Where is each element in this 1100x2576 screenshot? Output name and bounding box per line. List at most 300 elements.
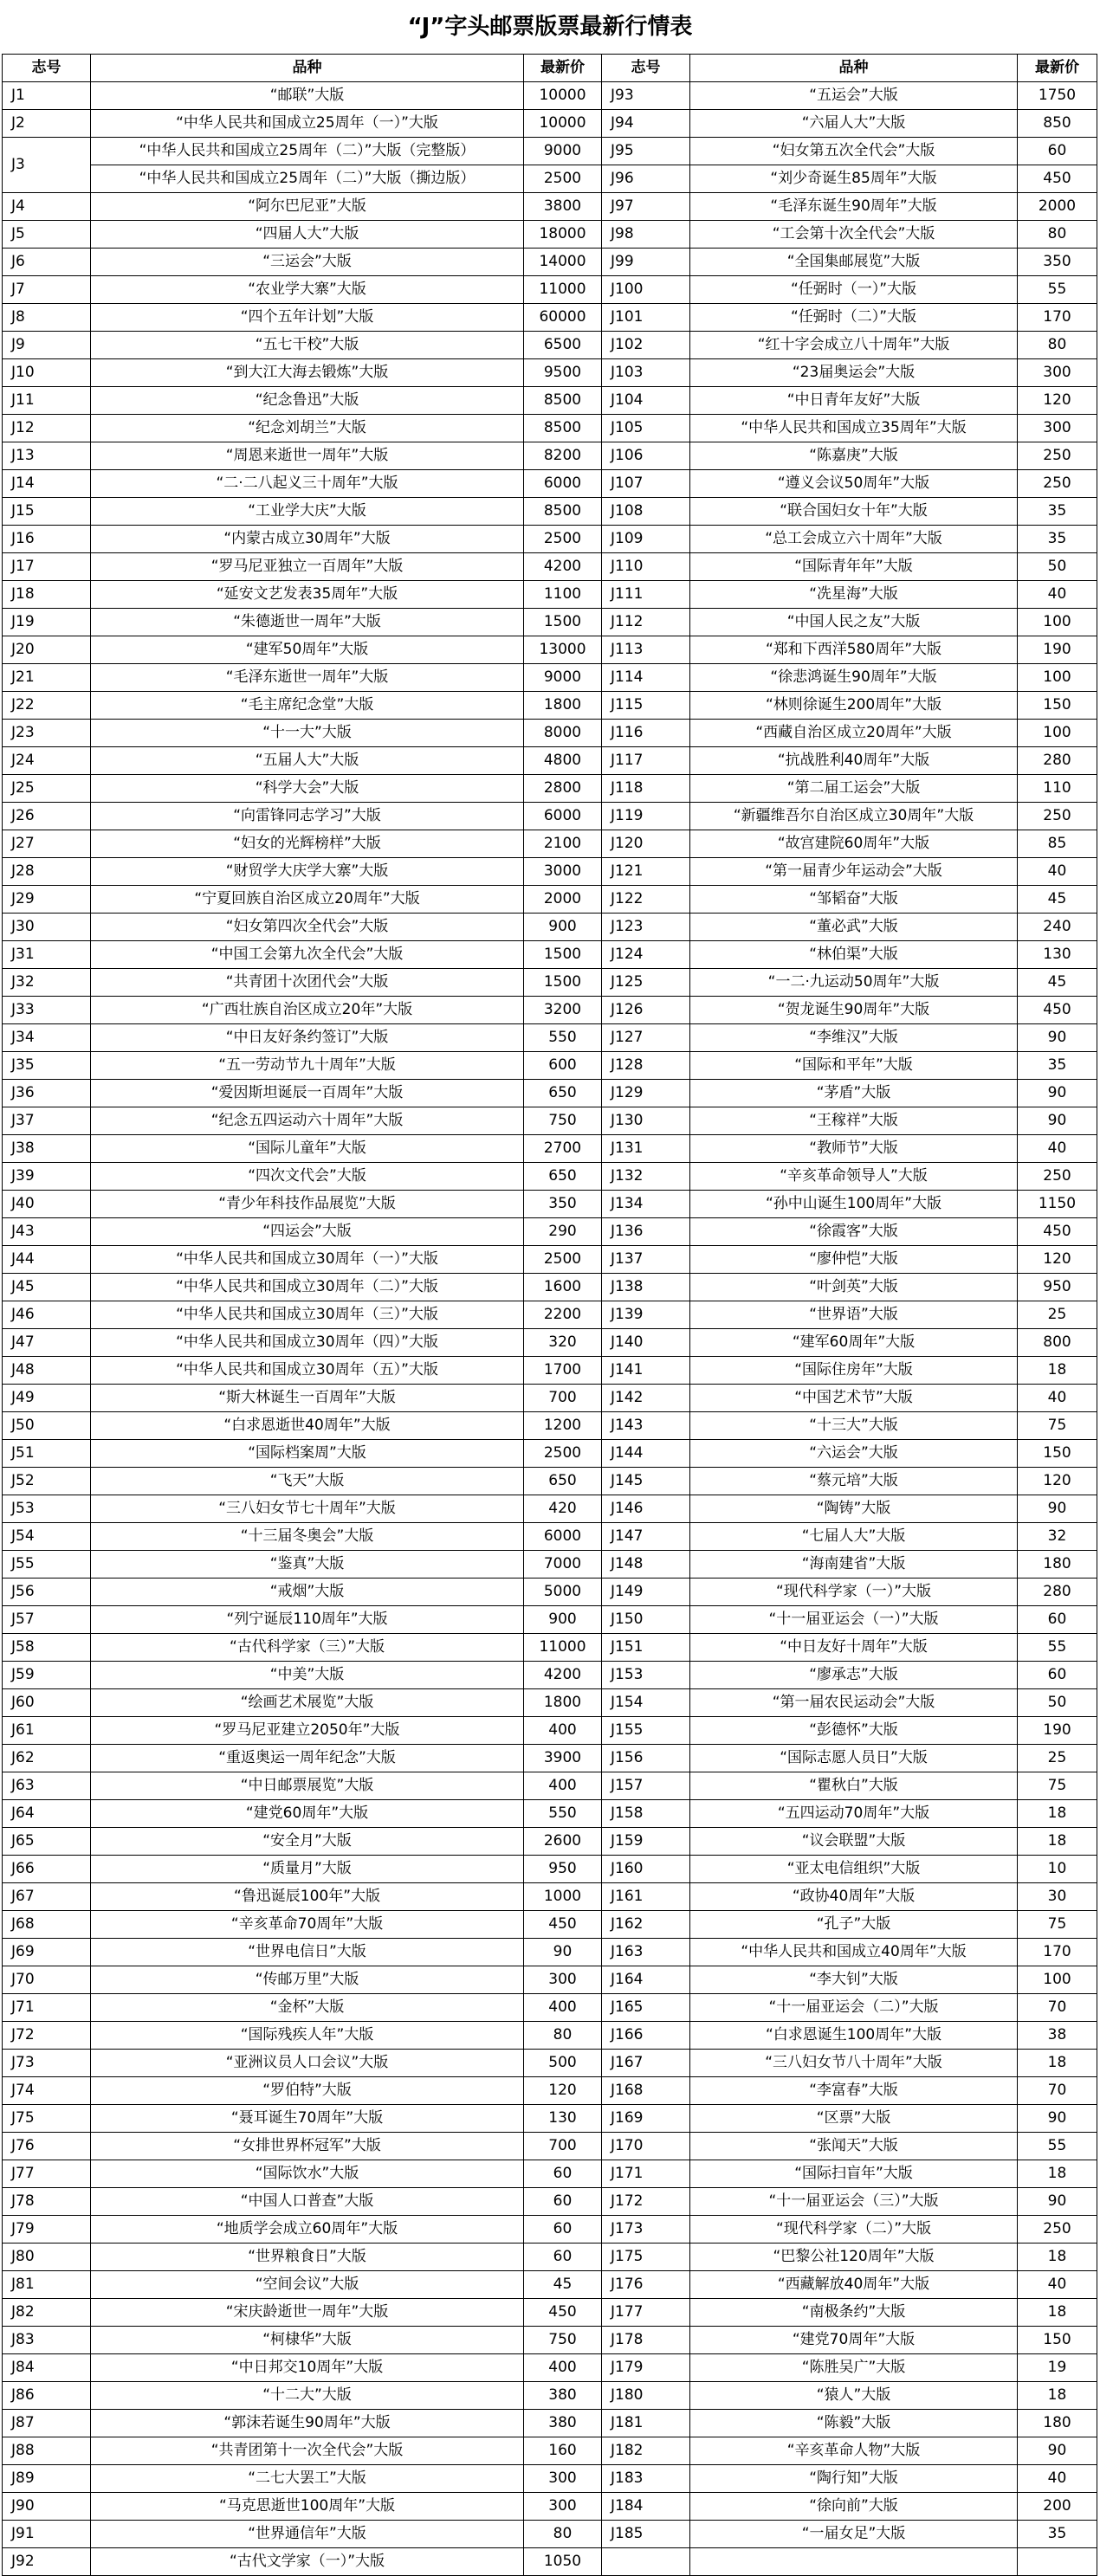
stamp-code: J121: [602, 858, 690, 886]
stamp-price: 3200: [524, 997, 602, 1024]
stamp-price: 420: [524, 1495, 602, 1523]
stamp-code: J104: [602, 387, 690, 415]
stamp-code: J11: [3, 387, 91, 415]
stamp-price: 8200: [524, 442, 602, 470]
stamp-name: “教师节”大版: [690, 1135, 1018, 1163]
stamp-name: “四届人大”大版: [91, 221, 524, 249]
stamp-price: 320: [524, 1329, 602, 1357]
stamp-name: “张闻天”大版: [690, 2133, 1018, 2160]
stamp-name: “世界粮食日”大版: [91, 2244, 524, 2271]
stamp-name: “毛泽东诞生90周年”大版: [690, 193, 1018, 221]
stamp-price: 600: [524, 1052, 602, 1080]
table-row: [3, 2465, 1097, 2493]
stamp-code: J140: [602, 1329, 690, 1357]
stamp-code: J119: [602, 803, 690, 830]
stamp-code: J168: [602, 2077, 690, 2105]
stamp-name: “十三大”大版: [690, 1412, 1018, 1440]
stamp-price: 350: [1018, 249, 1097, 276]
stamp-name: “财贸学大庆学大寨”大版: [91, 858, 524, 886]
stamp-name: “贺龙诞生90周年”大版: [690, 997, 1018, 1024]
stamp-price: 9000: [524, 664, 602, 692]
stamp-name: “国际扫盲年”大版: [690, 2160, 1018, 2188]
stamp-code: J9: [3, 332, 91, 359]
stamp-code: J178: [602, 2327, 690, 2354]
table-row: [3, 2299, 1097, 2327]
stamp-code: J12: [3, 415, 91, 442]
stamp-price: 900: [524, 1606, 602, 1634]
stamp-price: 70: [1018, 2077, 1097, 2105]
stamp-code: J155: [602, 1717, 690, 1745]
stamp-name: “世界语”大版: [690, 1301, 1018, 1329]
stamp-price: 2500: [524, 1246, 602, 1274]
stamp-price: 700: [524, 2133, 602, 2160]
stamp-code: J116: [602, 720, 690, 747]
stamp-price: 80: [1018, 332, 1097, 359]
stamp-price: 250: [1018, 2216, 1097, 2244]
stamp-price: 170: [1018, 304, 1097, 332]
stamp-name: “中华人民共和国成立30周年（二）”大版: [91, 1274, 524, 1301]
stamp-code: J95: [602, 138, 690, 165]
stamp-name: “五届人大”大版: [91, 747, 524, 775]
stamp-price: 25: [1018, 1301, 1097, 1329]
stamp-price: 6500: [524, 332, 602, 359]
stamp-price: 8500: [524, 387, 602, 415]
stamp-name: [690, 2548, 1018, 2576]
stamp-name: “李富春”大版: [690, 2077, 1018, 2105]
stamp-name: “四次文代会”大版: [91, 1163, 524, 1191]
stamp-price: 40: [1018, 858, 1097, 886]
stamp-code: J43: [3, 1218, 91, 1246]
stamp-name: “总工会成立六十周年”大版: [690, 526, 1018, 553]
stamp-name: “瞿秋白”大版: [690, 1772, 1018, 1800]
stamp-name: “23届奥运会”大版: [690, 359, 1018, 387]
stamp-price: 2600: [524, 1828, 602, 1856]
stamp-price: 2800: [524, 775, 602, 803]
stamp-price: 30: [1018, 1883, 1097, 1911]
stamp-code: [602, 2548, 690, 2576]
stamp-code: J4: [3, 193, 91, 221]
stamp-name: “林则徐诞生200周年”大版: [690, 692, 1018, 720]
stamp-price: 18: [1018, 1357, 1097, 1385]
stamp-code: J68: [3, 1911, 91, 1939]
stamp-price: 25: [1018, 1745, 1097, 1772]
stamp-price: 100: [1018, 720, 1097, 747]
stamp-code: J35: [3, 1052, 91, 1080]
stamp-name: “三运会”大版: [91, 249, 524, 276]
stamp-code: J21: [3, 664, 91, 692]
table-row: [3, 1606, 1097, 1634]
stamp-name: “三八妇女节七十周年”大版: [91, 1495, 524, 1523]
stamp-code: J7: [3, 276, 91, 304]
stamp-price: 450: [1018, 997, 1097, 1024]
stamp-price: 80: [524, 2521, 602, 2548]
stamp-code: J44: [3, 1246, 91, 1274]
stamp-code: J111: [602, 581, 690, 609]
stamp-price: 7000: [524, 1551, 602, 1579]
stamp-name: “朱德逝世一周年”大版: [91, 609, 524, 636]
stamp-price: 35: [1018, 498, 1097, 526]
stamp-price: 90: [1018, 1107, 1097, 1135]
table-row: [3, 1468, 1097, 1495]
table-row: [3, 387, 1097, 415]
table-row: [3, 415, 1097, 442]
stamp-price: 190: [1018, 1717, 1097, 1745]
stamp-code: J110: [602, 553, 690, 581]
table-row: [3, 2077, 1097, 2105]
stamp-price: 32: [1018, 1523, 1097, 1551]
stamp-name: “爱因斯坦诞辰一百周年”大版: [91, 1080, 524, 1107]
stamp-code: J146: [602, 1495, 690, 1523]
stamp-code: J59: [3, 1662, 91, 1689]
stamp-name: “国际残疾人年”大版: [91, 2022, 524, 2050]
stamp-price: 550: [524, 1800, 602, 1828]
stamp-code: J137: [602, 1246, 690, 1274]
stamp-price: 2500: [524, 526, 602, 553]
stamp-price: 18: [1018, 2050, 1097, 2077]
table-row: [3, 2188, 1097, 2216]
stamp-name: “西藏解放40周年”大版: [690, 2271, 1018, 2299]
stamp-price: 110: [1018, 775, 1097, 803]
stamp-name: “中国艺术节”大版: [690, 1385, 1018, 1412]
stamp-code: J177: [602, 2299, 690, 2327]
stamp-price: 130: [524, 2105, 602, 2133]
stamp-name: “辛亥革命70周年”大版: [91, 1911, 524, 1939]
stamp-name: “向雷锋同志学习”大版: [91, 803, 524, 830]
stamp-name: “任弼时（二）”大版: [690, 304, 1018, 332]
stamp-price: 80: [524, 2022, 602, 2050]
stamp-name: “国际档案周”大版: [91, 1440, 524, 1468]
stamp-price: 400: [524, 1772, 602, 1800]
stamp-name: “纪念刘胡兰”大版: [91, 415, 524, 442]
stamp-price: 120: [1018, 1468, 1097, 1495]
stamp-code: J126: [602, 997, 690, 1024]
stamp-name: “廖承志”大版: [690, 1662, 1018, 1689]
stamp-code: J124: [602, 941, 690, 969]
stamp-name: “鉴真”大版: [91, 1551, 524, 1579]
stamp-price: 100: [1018, 609, 1097, 636]
table-row: [3, 2437, 1097, 2465]
stamp-name: “廖仲恺”大版: [690, 1246, 1018, 1274]
stamp-price: 550: [524, 1024, 602, 1052]
stamp-code: J156: [602, 1745, 690, 1772]
table-row: [3, 2493, 1097, 2521]
stamp-code: J91: [3, 2521, 91, 2548]
stamp-name: “罗马尼亚独立一百周年”大版: [91, 553, 524, 581]
table-row: [3, 886, 1097, 914]
stamp-name: “遵义会议50周年”大版: [690, 470, 1018, 498]
table-row: [3, 221, 1097, 249]
stamp-code: J143: [602, 1412, 690, 1440]
stamp-price: 40: [1018, 2271, 1097, 2299]
stamp-name: “陶行知”大版: [690, 2465, 1018, 2493]
stamp-code: J107: [602, 470, 690, 498]
stamp-price: 18: [1018, 2299, 1097, 2327]
stamp-name: “五七干校”大版: [91, 332, 524, 359]
stamp-code: J65: [3, 1828, 91, 1856]
table-row: [3, 2105, 1097, 2133]
stamp-price: 170: [1018, 1939, 1097, 1966]
stamp-price: 200: [1018, 2493, 1097, 2521]
header-row: [3, 55, 1097, 82]
stamp-code: J109: [602, 526, 690, 553]
stamp-name: “工业学大庆”大版: [91, 498, 524, 526]
table-row: [3, 1939, 1097, 1966]
stamp-price: 1100: [524, 581, 602, 609]
stamp-name: “红十字会成立八十周年”大版: [690, 332, 1018, 359]
stamp-code: J150: [602, 1606, 690, 1634]
stamp-code: J60: [3, 1689, 91, 1717]
stamp-code: J80: [3, 2244, 91, 2271]
stamp-code: J169: [602, 2105, 690, 2133]
stamp-code: J184: [602, 2493, 690, 2521]
table-row: [3, 581, 1097, 609]
stamp-price: 1050: [524, 2548, 602, 2576]
stamp-name: “古代文学家（一）”大版: [91, 2548, 524, 2576]
stamp-price: 3000: [524, 858, 602, 886]
stamp-name: “新疆维吾尔自治区成立30周年”大版: [690, 803, 1018, 830]
stamp-price: 380: [524, 2410, 602, 2437]
stamp-name: “内蒙古成立30周年”大版: [91, 526, 524, 553]
stamp-name: “中日友好条约签订”大版: [91, 1024, 524, 1052]
stamp-price: 6000: [524, 470, 602, 498]
stamp-price: 450: [524, 1911, 602, 1939]
stamp-code: J117: [602, 747, 690, 775]
table-row: [3, 830, 1097, 858]
stamp-name: “一届女足”大版: [690, 2521, 1018, 2548]
stamp-code: J179: [602, 2354, 690, 2382]
table-row: [3, 1495, 1097, 1523]
stamp-price: 400: [524, 1717, 602, 1745]
stamp-code: J47: [3, 1329, 91, 1357]
stamp-name: “阿尔巴尼亚”大版: [91, 193, 524, 221]
stamp-name: “四运会”大版: [91, 1218, 524, 1246]
stamp-price: 18: [1018, 1828, 1097, 1856]
stamp-price: 700: [524, 1385, 602, 1412]
stamp-name: “政协40周年”大版: [690, 1883, 1018, 1911]
stamp-name: “中日友好十周年”大版: [690, 1634, 1018, 1662]
stamp-price: 650: [524, 1468, 602, 1495]
table-row: [3, 1551, 1097, 1579]
stamp-code: J37: [3, 1107, 91, 1135]
stamp-price: 6000: [524, 1523, 602, 1551]
stamp-code: J92: [3, 2548, 91, 2576]
stamp-price: 40: [1018, 2465, 1097, 2493]
stamp-name: “中国人民之友”大版: [690, 609, 1018, 636]
stamp-code: J54: [3, 1523, 91, 1551]
stamp-price: 350: [524, 1191, 602, 1218]
stamp-name: “绘画艺术展览”大版: [91, 1689, 524, 1717]
stamp-name: “陈毅”大版: [690, 2410, 1018, 2437]
stamp-name: “斯大林诞生一百周年”大版: [91, 1385, 524, 1412]
stamp-code: J94: [602, 110, 690, 138]
stamp-code: J123: [602, 914, 690, 941]
stamp-code: J171: [602, 2160, 690, 2188]
stamp-name: “建党70周年”大版: [690, 2327, 1018, 2354]
table-row: [3, 1772, 1097, 1800]
stamp-code: J148: [602, 1551, 690, 1579]
stamp-code: J34: [3, 1024, 91, 1052]
stamp-code: J170: [602, 2133, 690, 2160]
table-row: [3, 747, 1097, 775]
stamp-price: 10000: [524, 82, 602, 110]
stamp-price: 300: [524, 2465, 602, 2493]
stamp-price: 75: [1018, 1412, 1097, 1440]
table-row: [3, 2244, 1097, 2271]
stamp-name: “柯棣华”大版: [91, 2327, 524, 2354]
table-row: [3, 1911, 1097, 1939]
stamp-name: “四个五年计划”大版: [91, 304, 524, 332]
stamp-name: “到大江大海去锻炼”大版: [91, 359, 524, 387]
stamp-name: “聂耳诞生70周年”大版: [91, 2105, 524, 2133]
stamp-price: 8000: [524, 720, 602, 747]
stamp-name: “陈胜吴广”大版: [690, 2354, 1018, 2382]
stamp-name: “中华人民共和国成立40周年”大版: [690, 1939, 1018, 1966]
table-row: [3, 2327, 1097, 2354]
stamp-code: J17: [3, 553, 91, 581]
stamp-name: “全国集邮展览”大版: [690, 249, 1018, 276]
stamp-code: J102: [602, 332, 690, 359]
table-row: [3, 553, 1097, 581]
stamp-name: “金杯”大版: [91, 1994, 524, 2022]
stamp-name: “孔子”大版: [690, 1911, 1018, 1939]
stamp-code: J108: [602, 498, 690, 526]
table-row: [3, 1107, 1097, 1135]
stamp-price: 11000: [524, 1634, 602, 1662]
stamp-name: “王稼祥”大版: [690, 1107, 1018, 1135]
stamp-price: 450: [524, 2299, 602, 2327]
stamp-name: “十一大”大版: [91, 720, 524, 747]
stamp-price: 14000: [524, 249, 602, 276]
stamp-name: “鲁迅诞辰100年”大版: [91, 1883, 524, 1911]
stamp-code: J20: [3, 636, 91, 664]
stamp-code: J128: [602, 1052, 690, 1080]
stamp-name: “辛亥革命人物”大版: [690, 2437, 1018, 2465]
stamp-code: J96: [602, 165, 690, 193]
stamp-code: J76: [3, 2133, 91, 2160]
stamp-price: 180: [1018, 2410, 1097, 2437]
stamp-price: 650: [524, 1163, 602, 1191]
table-row: [3, 1301, 1097, 1329]
header-name-left: 品种: [91, 55, 524, 82]
stamp-code: J132: [602, 1163, 690, 1191]
stamp-name: “蔡元培”大版: [690, 1468, 1018, 1495]
stamp-code: J13: [3, 442, 91, 470]
stamp-code: J112: [602, 609, 690, 636]
stamp-name: “中华人民共和国成立25周年（二）”大版（撕边版）: [91, 165, 524, 193]
stamp-name: “共青团第十一次全代会”大版: [91, 2437, 524, 2465]
table-row: [3, 1994, 1097, 2022]
stamp-price: 90: [1018, 2437, 1097, 2465]
stamp-code: J144: [602, 1440, 690, 1468]
stamp-price: 800: [1018, 1329, 1097, 1357]
table-row: [3, 1412, 1097, 1440]
stamp-name: “中华人民共和国成立25周年（二）”大版（完整版）: [91, 138, 524, 165]
stamp-code: J125: [602, 969, 690, 997]
table-row: [3, 1717, 1097, 1745]
stamp-code: J182: [602, 2437, 690, 2465]
stamp-price: 8500: [524, 415, 602, 442]
table-row: [3, 2354, 1097, 2382]
table-row: [3, 1274, 1097, 1301]
stamp-price: 300: [1018, 415, 1097, 442]
stamp-name: “邮联”大版: [91, 82, 524, 110]
stamp-code: J101: [602, 304, 690, 332]
stamp-code: J84: [3, 2354, 91, 2382]
stamp-code: J130: [602, 1107, 690, 1135]
stamp-code: J120: [602, 830, 690, 858]
stamp-name: “辛亥革命领导人”大版: [690, 1163, 1018, 1191]
stamp-price: 280: [1018, 747, 1097, 775]
stamp-code: J139: [602, 1301, 690, 1329]
stamp-price: 2000: [1018, 193, 1097, 221]
table-row: [3, 193, 1097, 221]
stamp-name: “第二届工运会”大版: [690, 775, 1018, 803]
stamp-price: 500: [524, 2050, 602, 2077]
table-row: [3, 1689, 1097, 1717]
stamp-price: 250: [1018, 442, 1097, 470]
table-row: [3, 82, 1097, 110]
stamp-name: “白求恩逝世40周年”大版: [91, 1412, 524, 1440]
price-table: [2, 54, 1097, 2576]
stamp-code: J175: [602, 2244, 690, 2271]
stamp-name: “郭沫若诞生90周年”大版: [91, 2410, 524, 2437]
stamp-code: J74: [3, 2077, 91, 2105]
stamp-name: “工会第十次全代会”大版: [690, 221, 1018, 249]
table-row: [3, 1828, 1097, 1856]
stamp-price: 40: [1018, 581, 1097, 609]
stamp-code: J2: [3, 110, 91, 138]
stamp-name: “质量月”大版: [91, 1856, 524, 1883]
stamp-price: 150: [1018, 1440, 1097, 1468]
stamp-price: 300: [1018, 359, 1097, 387]
stamp-name: “传邮万里”大版: [91, 1966, 524, 1994]
stamp-code: J81: [3, 2271, 91, 2299]
stamp-name: “冼星海”大版: [690, 581, 1018, 609]
stamp-code: J48: [3, 1357, 91, 1385]
stamp-name: “中日邦交10周年”大版: [91, 2354, 524, 2382]
stamp-code: J77: [3, 2160, 91, 2188]
stamp-code: J40: [3, 1191, 91, 1218]
stamp-name: “茅盾”大版: [690, 1080, 1018, 1107]
stamp-price: 1800: [524, 692, 602, 720]
stamp-code: J69: [3, 1939, 91, 1966]
stamp-code: J71: [3, 1994, 91, 2022]
table-row: [3, 1329, 1097, 1357]
stamp-name: “妇女的光辉榜样”大版: [91, 830, 524, 858]
stamp-name: “罗伯特”大版: [91, 2077, 524, 2105]
stamp-code: J100: [602, 276, 690, 304]
stamp-code: J99: [602, 249, 690, 276]
stamp-code: J134: [602, 1191, 690, 1218]
stamp-code: J57: [3, 1606, 91, 1634]
stamp-price: 90: [1018, 1024, 1097, 1052]
stamp-name: “抗战胜利40周年”大版: [690, 747, 1018, 775]
table-row: [3, 304, 1097, 332]
stamp-price: 2000: [524, 886, 602, 914]
stamp-name: “中华人民共和国成立30周年（一）”大版: [91, 1246, 524, 1274]
stamp-name: “广西壮族自治区成立20年”大版: [91, 997, 524, 1024]
stamp-code: J105: [602, 415, 690, 442]
stamp-price: 240: [1018, 914, 1097, 941]
table-row: [3, 941, 1097, 969]
table-row: [3, 664, 1097, 692]
stamp-code: J122: [602, 886, 690, 914]
stamp-price: 1500: [524, 969, 602, 997]
table-row: [3, 2050, 1097, 2077]
stamp-code: J19: [3, 609, 91, 636]
stamp-code: J93: [602, 82, 690, 110]
stamp-price: 45: [1018, 969, 1097, 997]
